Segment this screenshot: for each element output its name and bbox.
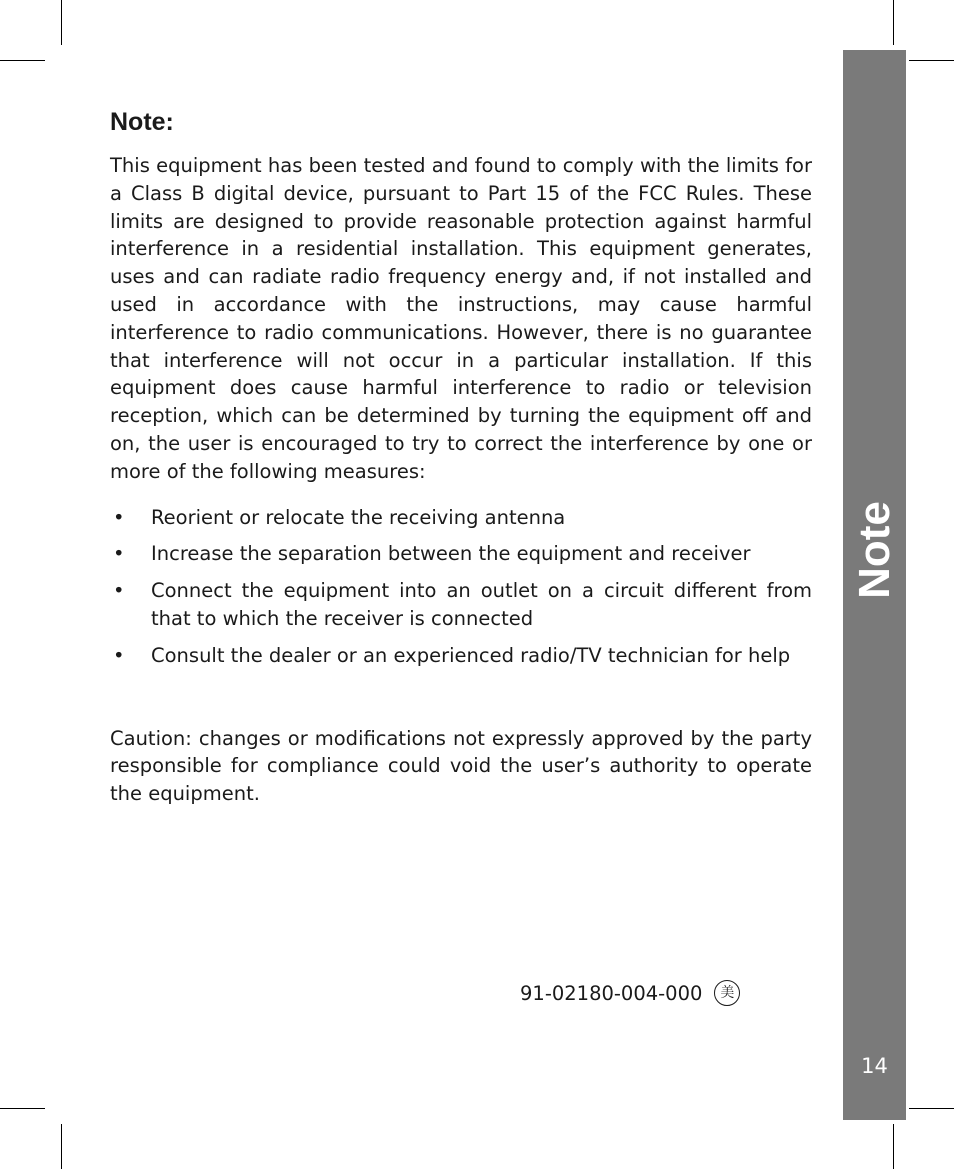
crop-mark xyxy=(61,1124,62,1169)
list-item xyxy=(110,642,812,670)
crop-mark xyxy=(0,1108,45,1109)
list-item xyxy=(110,577,812,633)
sidebar-title: Note xyxy=(849,501,899,599)
crop-mark xyxy=(0,60,45,61)
measure-text: Consult the dealer or an experienced radio/TV technician for help xyxy=(151,643,791,667)
region-mark-icon: 美 xyxy=(714,980,740,1006)
part-number-line xyxy=(520,980,740,1006)
bullet-icon: • xyxy=(113,643,125,667)
crop-mark xyxy=(61,0,62,45)
list-item xyxy=(110,540,812,568)
main-content xyxy=(110,152,812,808)
crop-mark xyxy=(893,0,894,45)
bullet-icon: • xyxy=(113,542,125,566)
bullet-icon: • xyxy=(113,579,125,603)
page-heading: Note: xyxy=(110,108,174,136)
fcc-statement: This equipment has been tested and found to comply with the limits for a Class B digital device, pursuant to Part 15 of the FCC Rules. These limits are designed to provide reasonable protection against harmful interference in a residential installation. This equipment generates, uses and can radiate radio frequency energy and, if not installed and used in accordance with the instructions, may cause harmful interference to radio communications. However, there is no guarantee that interference will not occur in a particular installation. If this equipment does cause harmful interference to radio or television reception, which can be determined by turning the equipment off and on, the user is encouraged to try to correct the interference by one or more of the following measures: xyxy=(110,154,812,483)
measure-text: Connect the equipment into an outlet on a circuit different from that to which the receiver is connected xyxy=(151,579,812,630)
crop-mark xyxy=(909,60,954,61)
page-number: 14 xyxy=(861,1054,888,1078)
crop-mark xyxy=(893,1124,894,1169)
measures-list xyxy=(110,504,812,670)
section-sidebar xyxy=(843,50,906,1120)
measure-text: Reorient or relocate the receiving antenna xyxy=(151,505,566,529)
bullet-icon: • xyxy=(113,505,125,529)
measure-text: Increase the separation between the equipment and receiver xyxy=(151,542,751,566)
part-number: 91-02180-004-000 xyxy=(520,981,703,1005)
list-item xyxy=(110,504,812,532)
caution-text: Caution: changes or modifications not expressly approved by the party responsible for compliance could void the user’s authority to operate the equipment. xyxy=(110,726,812,806)
crop-mark xyxy=(909,1108,954,1109)
